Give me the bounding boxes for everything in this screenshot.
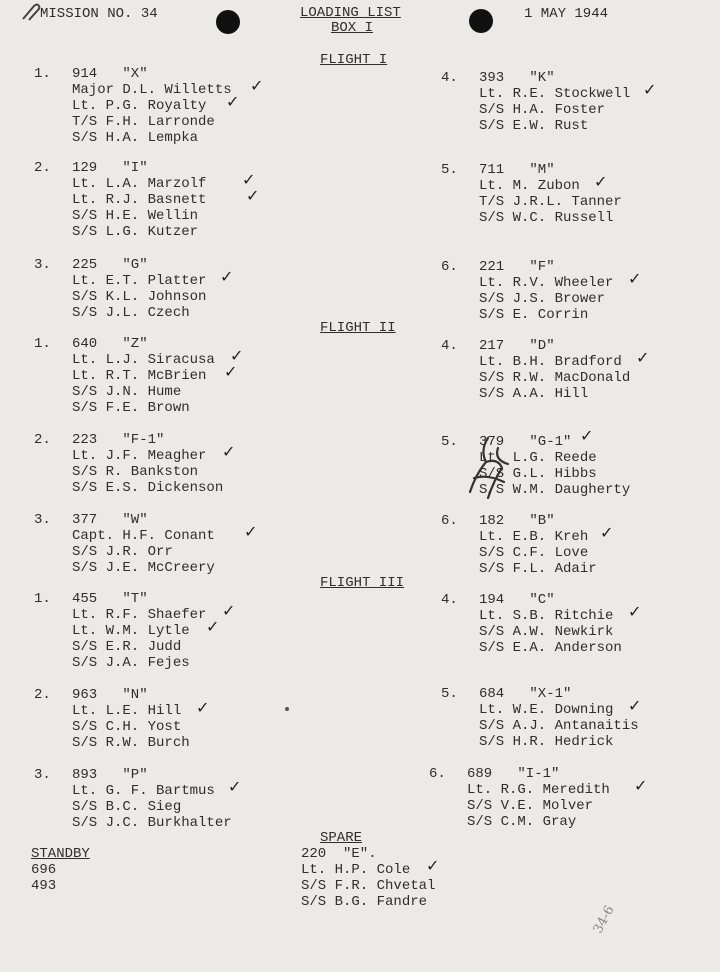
aircraft-tail: 217 "D" — [479, 338, 555, 354]
aircraft-tail: 393 "K" — [479, 70, 555, 86]
margin-note: 34-6 — [590, 903, 618, 937]
crew-member: T/S F.H. Larronde — [72, 114, 215, 130]
crew-member: S/S H.E. Wellin — [72, 208, 199, 224]
crew-member: S/S H.R. Hedrick — [479, 734, 614, 750]
position-number: 3. — [34, 257, 51, 273]
crew-member: T/S J.R.L. Tanner — [479, 194, 622, 210]
aircraft-tail: 893 "P" — [72, 767, 148, 783]
check-mark-icon: ✓ — [628, 602, 642, 621]
check-mark-icon: ✓ — [643, 80, 657, 99]
crew-member: Lt. R.V. Wheeler — [479, 275, 614, 291]
crew-member: Lt. W.M. Lytle — [72, 623, 190, 639]
aircraft-tail: 225 "G" — [72, 257, 148, 273]
punch-hole-right — [469, 9, 493, 33]
check-mark-icon: ✓ — [230, 346, 244, 365]
check-mark-icon: ✓ — [246, 186, 260, 205]
crew-member: Lt. W.E. Downing — [479, 702, 614, 718]
position-number: 3. — [34, 767, 51, 783]
box-label: BOX I — [331, 20, 374, 36]
mission-number: MISSION NO. 34 — [40, 6, 158, 22]
check-mark-icon: ✓ — [426, 856, 440, 875]
aircraft-tail: 377 "W" — [72, 512, 148, 528]
check-mark-icon: ✓ — [250, 76, 264, 95]
aircraft-tail: 223 "F-1" — [72, 432, 165, 448]
aircraft-tail: 194 "C" — [479, 592, 555, 608]
crew-member: Lt. R.F. Shaefer — [72, 607, 207, 623]
check-mark-icon: ✓ — [594, 172, 608, 191]
crew-member: Lt. G. F. Bartmus — [72, 783, 215, 799]
position-number: 2. — [34, 432, 51, 448]
check-mark-icon: ✓ — [634, 776, 648, 795]
check-mark-icon: ✓ — [222, 601, 236, 620]
check-mark-icon: ✓ — [636, 348, 650, 367]
aircraft-tail: 689 "I-1" — [467, 766, 560, 782]
punch-hole-left — [216, 10, 240, 34]
aircraft-tail: 455 "T" — [72, 591, 148, 607]
crew-member: S/S V.E. Molver — [467, 798, 594, 814]
crew-member: S/S F.E. Brown — [72, 400, 190, 416]
position-number: 5. — [441, 434, 458, 450]
aircraft-tail: 684 "X-1" — [479, 686, 572, 702]
position-number: 4. — [441, 338, 458, 354]
crew-member: S/S F.L. Adair — [479, 561, 597, 577]
crew-member: S/S J.S. Brower — [479, 291, 606, 307]
check-mark-icon: ✓ — [222, 442, 236, 461]
crew-member: Lt. L.A. Marzolf — [72, 176, 207, 192]
crew-member: Lt. E.T. Platter — [72, 273, 207, 289]
page-title: LOADING LIST — [300, 5, 401, 21]
position-number: 4. — [441, 592, 458, 608]
crew-member: S/S J.C. Burkhalter — [72, 815, 232, 831]
crew-member: S/S E.S. Dickenson — [72, 480, 224, 496]
check-mark-icon: ✓ — [226, 92, 240, 111]
paperclip-icon — [20, 2, 42, 22]
aircraft-tail: 129 "I" — [72, 160, 148, 176]
crew-member: Lt. P.G. Royalty — [72, 98, 207, 114]
handwritten-scribble — [458, 430, 528, 505]
crew-member: Lt. L.E. Hill — [72, 703, 182, 719]
crew-member: S/S A.J. Antanaitis — [479, 718, 639, 734]
crew-member: S/S A.A. Hill — [479, 386, 589, 402]
crew-member: Lt. R.T. McBrien — [72, 368, 207, 384]
aircraft-tail: 182 "B" — [479, 513, 555, 529]
crew-member: Capt. H.F. Conant — [72, 528, 215, 544]
crew-member: Major D.L. Willetts — [72, 82, 232, 98]
crew-member: Lt. R.G. Meredith — [467, 782, 610, 798]
crew-member: S/S F.R. Chvetal — [301, 878, 436, 894]
aircraft-tail: 221 "F" — [479, 259, 555, 275]
check-mark-icon: ✓ — [196, 698, 210, 717]
aircraft-tail: 711 "M" — [479, 162, 555, 178]
crew-member: S/S B.G. Fandre — [301, 894, 428, 910]
crew-member: Lt. R.E. Stockwell — [479, 86, 631, 102]
position-number: 2. — [34, 687, 51, 703]
check-mark-icon: ✓ — [224, 362, 238, 381]
crew-member: S/S W.C. Russell — [479, 210, 614, 226]
crew-member: S/S H.A. Foster — [479, 102, 606, 118]
crew-member: Lt. E.B. Kreh — [479, 529, 589, 545]
position-number: 1. — [34, 336, 51, 352]
check-mark-icon: ✓ — [628, 269, 642, 288]
crew-member: S/S J.A. Fejes — [72, 655, 190, 671]
crew-member: S/S G.L. Hibbs — [479, 466, 597, 482]
check-mark-icon: ✓ — [206, 617, 220, 636]
check-mark-icon: ✓ — [628, 696, 642, 715]
check-mark-icon: ✓ — [244, 522, 258, 541]
crew-member: Lt. R.J. Basnett — [72, 192, 207, 208]
crew-member: S/S E.W. Rust — [479, 118, 589, 134]
crew-member: Lt. B.H. Bradford — [479, 354, 622, 370]
position-number: 4. — [441, 70, 458, 86]
crew-member: S/S E.A. Anderson — [479, 640, 622, 656]
position-number: 6. — [441, 513, 458, 529]
crew-member: S/S J.L. Czech — [72, 305, 190, 321]
aircraft-tail: 963 "N" — [72, 687, 148, 703]
crew-member: S/S C.M. Gray — [467, 814, 577, 830]
position-number: 5. — [441, 162, 458, 178]
position-number: 2. — [34, 160, 51, 176]
crew-member: S/S R.W. Burch — [72, 735, 190, 751]
crew-member: Lt. S.B. Ritchie — [479, 608, 614, 624]
crew-member: S/S H.A. Lempka — [72, 130, 199, 146]
spare-heading: SPARE — [320, 830, 363, 846]
standby-item: 696 — [31, 862, 57, 878]
check-mark-icon: ✓ — [228, 777, 242, 796]
crew-member: S/S J.E. McCreery — [72, 560, 215, 576]
crew-member: Lt. L.J. Siracusa — [72, 352, 215, 368]
crew-member: S/S J.R. Orr — [72, 544, 173, 560]
aircraft-tail: 640 "Z" — [72, 336, 148, 352]
spare-aircraft: 220 "E". — [301, 846, 377, 862]
position-number: 6. — [429, 766, 446, 782]
check-mark-icon: ✓ — [600, 523, 614, 542]
crew-member: S/S K.L. Johnson — [72, 289, 207, 305]
flight-heading-1: FLIGHT I — [320, 52, 388, 68]
check-mark-icon: ✓ — [220, 267, 234, 286]
position-number: 1. — [34, 591, 51, 607]
crew-member: Lt. H.P. Cole — [301, 862, 411, 878]
aircraft-tail: 379 "G-1" — [479, 434, 572, 450]
crew-member: S/S W.M. Daugherty — [479, 482, 631, 498]
flight-heading-2: FLIGHT II — [320, 320, 396, 336]
crew-member: S/S C.H. Yost — [72, 719, 182, 735]
position-number: 3. — [34, 512, 51, 528]
check-mark-icon: ✓ — [242, 170, 256, 189]
crew-member: Lt. M. Zubon — [479, 178, 580, 194]
crew-member: S/S C.F. Love — [479, 545, 589, 561]
standby-item: 493 — [31, 878, 57, 894]
standby-heading: STANDBY — [31, 846, 90, 862]
crew-member: Lt. L.G. Reede — [479, 450, 597, 466]
crew-member: S/S B.C. Sieg — [72, 799, 182, 815]
aircraft-tail: 914 "X" — [72, 66, 148, 82]
crew-member: S/S J.N. Hume — [72, 384, 182, 400]
position-number: 5. — [441, 686, 458, 702]
crew-member: S/S L.G. Kutzer — [72, 224, 199, 240]
position-number: 1. — [34, 66, 51, 82]
crew-member: S/S R. Bankston — [72, 464, 199, 480]
check-mark-icon: ✓ — [580, 426, 594, 445]
crew-member: S/S R.W. MacDonald — [479, 370, 631, 386]
crew-member: Lt. J.F. Meagher — [72, 448, 207, 464]
crew-member: S/S E. Corrin — [479, 307, 589, 323]
crew-member: S/S A.W. Newkirk — [479, 624, 614, 640]
stray-mark — [285, 707, 289, 711]
position-number: 6. — [441, 259, 458, 275]
crew-member: S/S E.R. Judd — [72, 639, 182, 655]
mission-date: 1 MAY 1944 — [524, 6, 609, 22]
flight-heading-3: FLIGHT III — [320, 575, 405, 591]
